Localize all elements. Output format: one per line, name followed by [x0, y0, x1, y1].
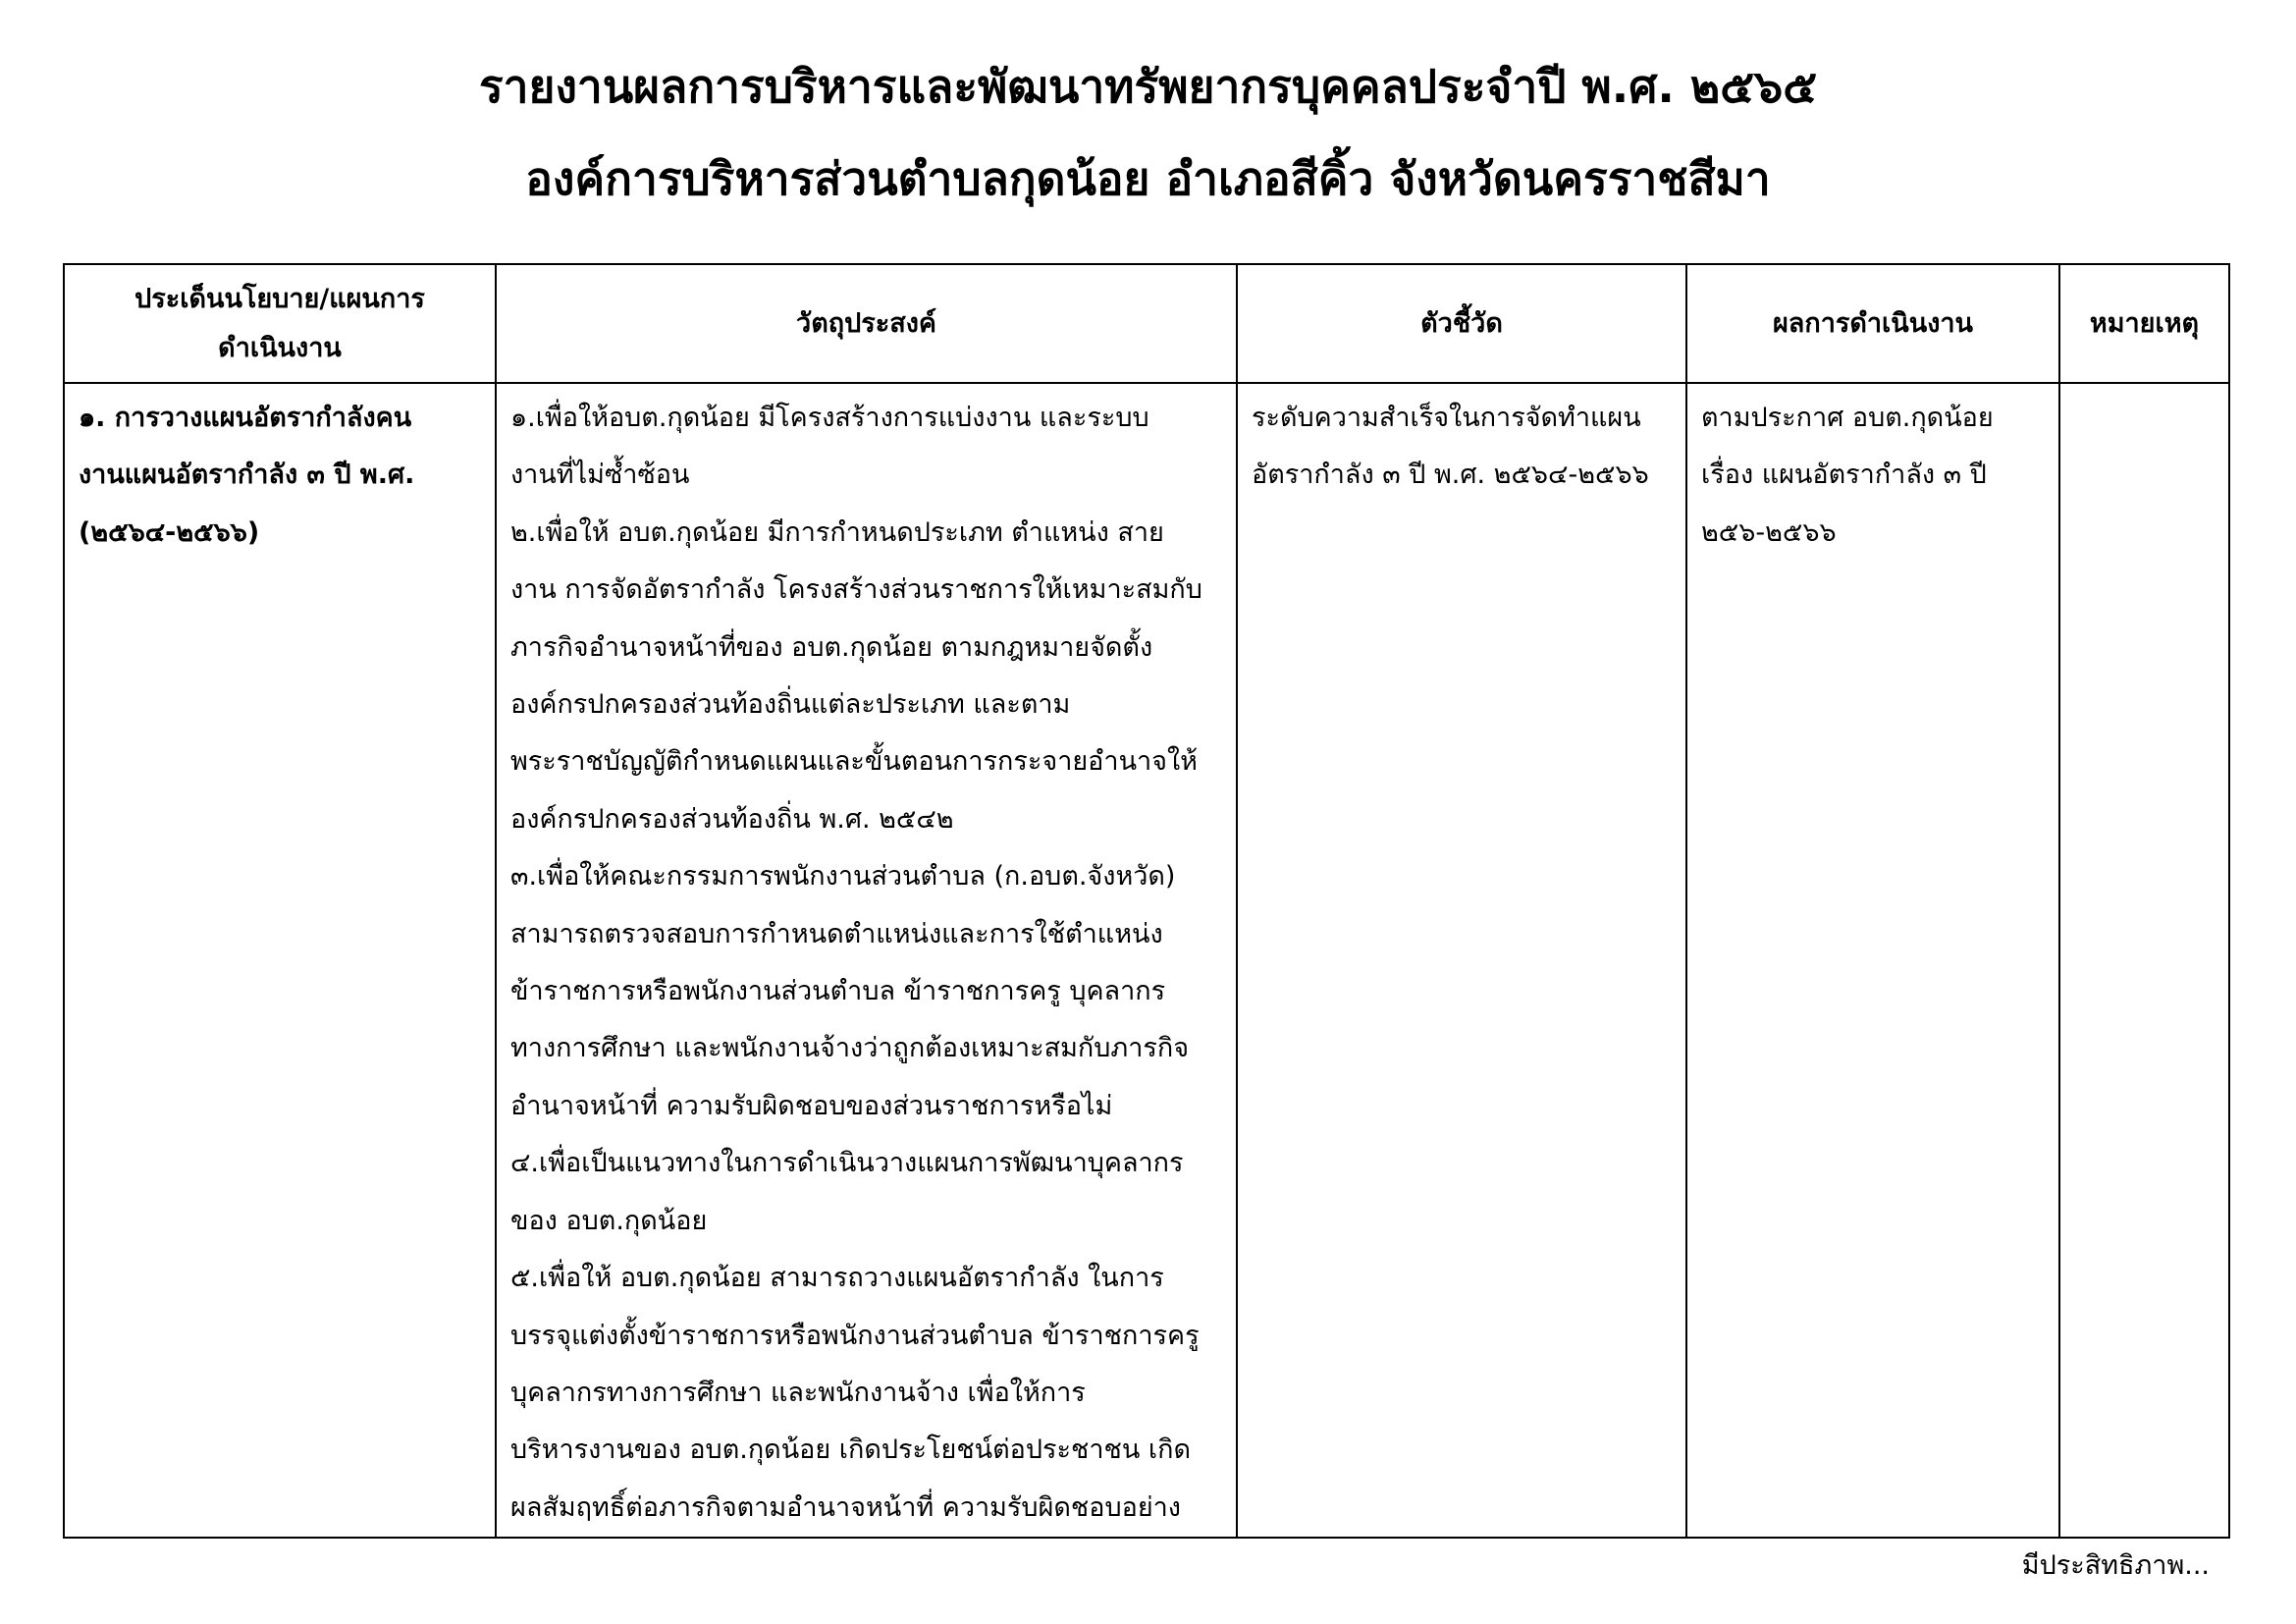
header-result: ผลการดำเนินงาน: [1686, 264, 2059, 383]
header-note: หมายเหตุ: [2059, 264, 2229, 383]
report-table: [63, 263, 2230, 1539]
cell-note: [2059, 383, 2229, 1538]
objective-line: บรรจุแต่งตั้งข้าราชการหรือพนักงานส่วนตำบล ข้าราชการครู: [510, 1320, 1200, 1351]
objective-line: บริหารงานของ อบต.กุดน้อย เกิดประโยชน์ต่อประชาชน เกิด: [510, 1435, 1191, 1466]
cell-indicator: [1237, 383, 1686, 1538]
objective-line: ๒.เพื่อให้ อบต.กุดน้อย มีการกำหนดประเภท ตำแหน่ง สาย: [510, 516, 1164, 548]
table-row: [64, 383, 2229, 1538]
objective-line: งานที่ไม่ซ้ำซ้อน: [510, 460, 690, 491]
objective-line: อำนาจหน้าที่ ความรับผิดชอบของส่วนราชการหรือไม่: [510, 1090, 1113, 1121]
continuation-text: มีประสิทธิภาพ...: [2021, 1550, 2210, 1581]
page-title: รายงานผลการบริหารและพัฒนาทรัพยากรบุคคลประจำปี พ.ศ. ๒๕๖๕: [478, 60, 1818, 113]
issue-line: ๑. การวางแผนอัตรากำลังคน: [79, 403, 412, 433]
objective-line: ภารกิจอำนาจหน้าที่ของ อบต.กุดน้อย ตามกฎหมายจัดตั้ง: [510, 631, 1153, 663]
objective-line: ทางการศึกษา และพนักงานจ้างว่าถูกต้องเหมาะสมกับภารกิจ: [510, 1033, 1190, 1064]
header-issue-line: ดำเนินงาน: [218, 332, 342, 363]
issue-line: งานแผนอัตรากำลัง ๓ ปี พ.ศ.: [79, 460, 415, 491]
header-issue: [64, 264, 496, 383]
result-line: ตามประกาศ อบต.กุดน้อย: [1701, 403, 1994, 433]
objective-line: ๓.เพื่อให้คณะกรรมการพนักงานส่วนตำบล (ก.อบต.จังหวัด): [510, 861, 1176, 893]
result-line: ๒๕๖-๒๕๖๖: [1701, 516, 1837, 548]
objective-line: องค์กรปกครองส่วนท้องถิ่น พ.ศ. ๒๕๔๒: [510, 803, 954, 835]
objective-line: องค์กรปกครองส่วนท้องถิ่นแต่ละประเภท และตาม: [510, 689, 1071, 721]
cell-result: [1686, 383, 2059, 1538]
cell-objective: [496, 383, 1237, 1538]
objective-line: ข้าราชการหรือพนักงานส่วนตำบล ข้าราชการครู บุคลากร: [510, 976, 1166, 1007]
objective-line: ๕.เพื่อให้ อบต.กุดน้อย สามารถวางแผนอัตรากำลัง ในการ: [510, 1263, 1164, 1294]
objective-line: พระราชบัญญัติกำหนดแผนและขั้นตอนการกระจายอำนาจให้: [510, 746, 1198, 778]
header-issue-line: ประเด็นนโยบาย/แผนการ: [134, 283, 425, 314]
page-subtitle: องค์การบริหารส่วนตำบลกุดน้อย อำเภอสีคิ้ว จังหวัดนครราชสีมา: [525, 152, 1771, 205]
indicator-line: อัตรากำลัง ๓ ปี พ.ศ. ๒๕๖๔-๒๕๖๖: [1252, 460, 1649, 491]
table-header-row: [64, 264, 2229, 383]
result-line: เรื่อง แผนอัตรากำลัง ๓ ปี: [1701, 460, 1987, 491]
objective-line: ของ อบต.กุดน้อย: [510, 1205, 708, 1236]
objective-line: ผลสัมฤทธิ์ต่อภารกิจตามอำนาจหน้าที่ ความรับผิดชอบอย่าง: [510, 1491, 1181, 1523]
objective-line: ๑.เพื่อให้อบต.กุดน้อย มีโครงสร้างการแบ่งงาน และระบบ: [510, 403, 1149, 433]
cell-issue: [64, 383, 496, 1538]
objective-line: บุคลากรทางการศึกษา และพนักงานจ้าง เพื่อให้การ: [510, 1377, 1086, 1408]
indicator-line: ระดับความสำเร็จในการจัดทำแผน: [1252, 403, 1641, 433]
objective-line: ๔.เพื่อเป็นแนวทางในการดำเนินวางแผนการพัฒนาบุคลากร: [510, 1148, 1184, 1179]
objective-line: งาน การจัดอัตรากำลัง โครงสร้างส่วนราชการให้เหมาะสมกับ: [510, 574, 1202, 606]
header-indicator: ตัวชี้วัด: [1237, 264, 1686, 383]
issue-line: (๒๕๖๔-๒๕๖๖): [79, 516, 260, 548]
objective-line: สามารถตรวจสอบการกำหนดตำแหน่งและการใช้ตำแหน่ง: [510, 918, 1163, 949]
header-objective: วัตถุประสงค์: [496, 264, 1237, 383]
